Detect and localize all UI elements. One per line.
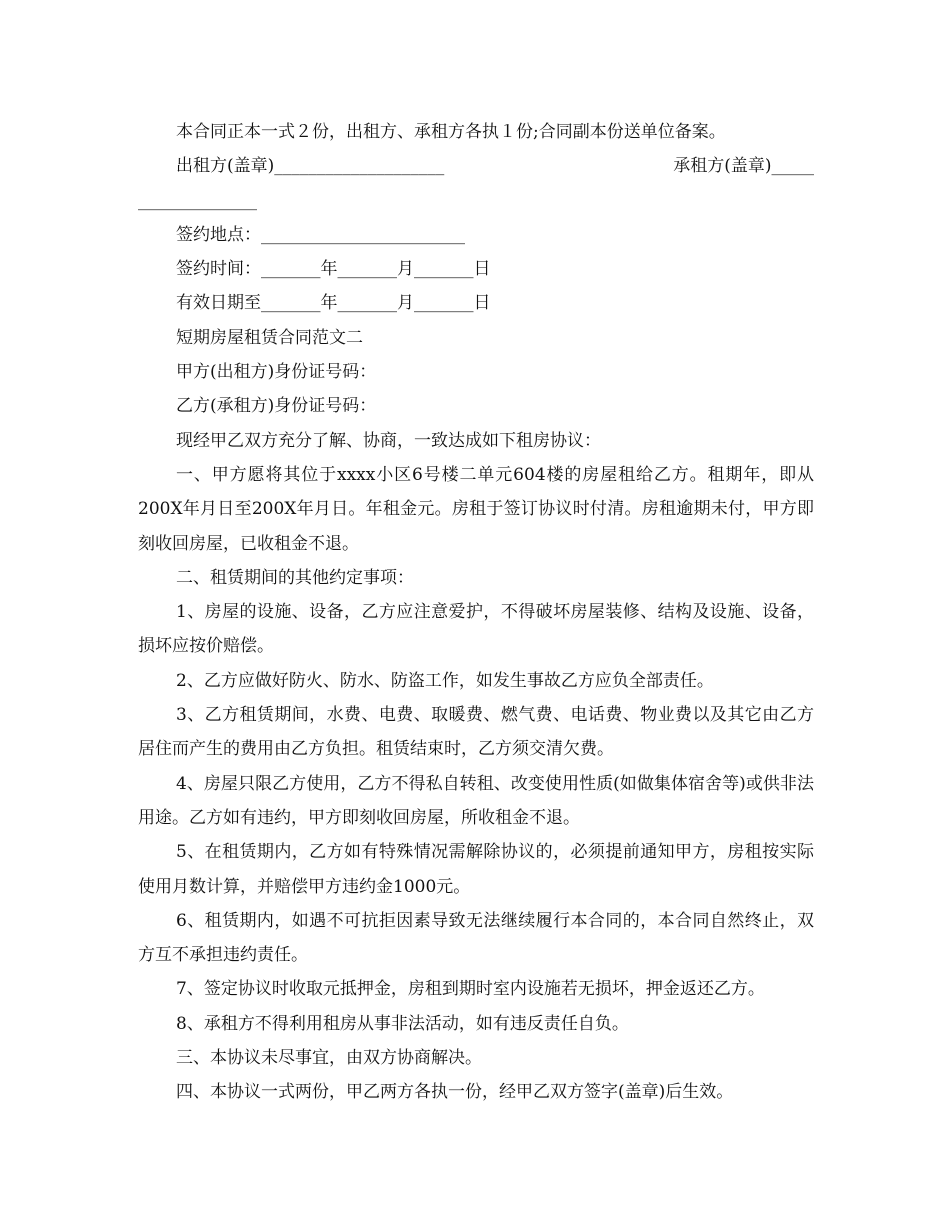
- intro-paragraph: 现经甲乙双方充分了解、协商，一致达成如下租房协议：: [176, 430, 601, 451]
- clause-item-8: 8、承租方不得利用租房从事非法活动，如有违反责任自负。: [176, 1013, 629, 1034]
- clause-item-1: 1、房屋的设施、设备，乙方应注意爱护，不得破坏房屋装修、结构及设施、设备，损坏应按价赔偿。: [138, 602, 814, 657]
- sign-date: 签约时间：_______年_______月_______日: [176, 259, 491, 280]
- clause-item-3: 3、乙方租赁期间，水费、电费、取暖费、燃气费、电话费、物业费以及其它由乙方居住而产生的费用由乙方负担。租赁结束时，乙方须交清欠费。: [138, 705, 814, 760]
- lessor-seal-line: 出租方(盖章)____________________: [176, 156, 445, 177]
- seal-row: [138, 149, 814, 183]
- valid-until: 有效日期至_______年_______月_______日: [176, 293, 491, 314]
- clause-item-5: 5、在租赁期内，乙方如有特殊情况需解除协议的，必须提前通知甲方，房租按实际使用月数计算，并赔偿甲方违约金1000元。: [138, 842, 814, 897]
- clause-1: 一、甲方愿将其位于xxxx小区6号楼二单元604楼的房屋租给乙方。租期年，即从200X年月日至200X年月日。年租金元。房租于签订协议时付清。房租逾期未付，甲方即刻收回房屋，已收租金不退。: [138, 464, 814, 554]
- clause-item-6: 6、租赁期内，如遇不可抗拒因素导致无法继续履行本合同的，本合同自然终止，双方互不承担违约责任。: [138, 910, 814, 966]
- contract-page: [138, 115, 814, 1110]
- lessee-seal-line: 承租方(盖章)_____: [673, 156, 814, 177]
- clause-4: 四、本协议一式两份，甲乙两方各执一份，经甲乙双方签字(盖章)后生效。: [176, 1082, 734, 1103]
- copies-note: 本合同正本一式２份，出租方、承租方各执１份;合同副本份送单位备案。: [176, 122, 726, 142]
- clause-3: 三、本协议未尽事宜，由双方协商解决。: [176, 1048, 482, 1069]
- clause-item-2: 2、乙方应做好防火、防水、防盗工作，如发生事故乙方应负全部责任。: [176, 670, 714, 691]
- lessee-seal-continuation: ______________: [138, 190, 257, 211]
- clause-2-title: 二、租赁期间的其他约定事项：: [176, 567, 414, 588]
- clause-item-7: 7、签定协议时收取元抵押金，房租到期时室内设施若无损坏，押金返还乙方。: [176, 979, 765, 1000]
- clause-item-4: 4、房屋只限乙方使用，乙方不得私自转租、改变使用性质(如做集体宿舍等)或供非法用途。乙方如有违约，甲方即刻收回房屋，所收租金不退。: [138, 773, 814, 828]
- party-a-id: 甲方(出租方)身份证号码：: [176, 362, 377, 383]
- section-title: 短期房屋租赁合同范文二: [176, 327, 363, 348]
- sign-place: 签约地点：________________________: [176, 224, 465, 245]
- party-b-id: 乙方(承租方)身份证号码：: [176, 396, 377, 417]
